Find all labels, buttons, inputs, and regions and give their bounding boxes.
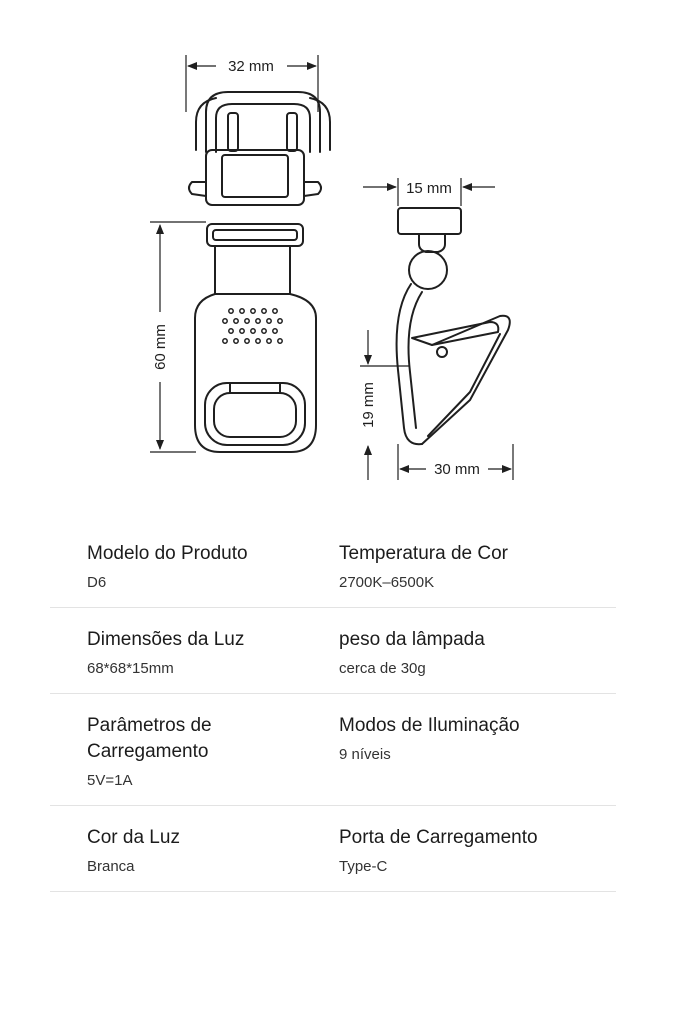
dim-side-width: 15 mm [406, 180, 452, 197]
spec-table [50, 522, 616, 892]
speaker-hole [278, 319, 282, 323]
spec-label: peso da lâmpada [339, 629, 485, 650]
spec-value: Branca [87, 858, 135, 875]
speaker-hole [251, 329, 255, 333]
speaker-hole [267, 339, 271, 343]
dim-top-width: 32 mm [228, 58, 274, 75]
speaker-hole [256, 319, 260, 323]
spec-value: 5V=1A [87, 772, 133, 789]
spec-label: Cor da Luz [87, 827, 180, 848]
spec-color-temperature [339, 522, 616, 607]
spec-value: cerca de 30g [339, 660, 426, 677]
speaker-hole [262, 309, 266, 313]
speaker-hole [234, 319, 238, 323]
spec-weight [339, 608, 616, 693]
spec-value: 9 níveis [339, 746, 391, 763]
speaker-hole [223, 339, 227, 343]
speaker-grille [223, 309, 282, 343]
speaker-hole [229, 329, 233, 333]
spec-row [50, 522, 616, 608]
spec-value: 68*68*15mm [87, 660, 174, 677]
speaker-hole [273, 329, 277, 333]
spec-light-color [50, 806, 339, 891]
spec-charging-port [339, 806, 616, 891]
speaker-hole [229, 309, 233, 313]
front-view-body [195, 224, 316, 452]
speaker-hole [223, 319, 227, 323]
spec-dimensions [50, 608, 339, 693]
spec-value: D6 [87, 574, 107, 591]
dim-height: 60 mm [152, 324, 169, 370]
spec-label: Modelo do Produto [87, 543, 248, 564]
spec-lighting-modes [339, 694, 616, 805]
speaker-hole [234, 339, 238, 343]
spec-label: Temperatura de Cor [339, 543, 508, 564]
spec-value: 2700K–6500K [339, 574, 435, 591]
spec-row [50, 806, 616, 892]
dim-clip-height: 19 mm [360, 382, 377, 428]
dim-clip-depth: 30 mm [434, 461, 480, 478]
side-view-clip [397, 208, 510, 444]
spec-label: Porta de Carregamento [339, 827, 538, 848]
speaker-hole [245, 339, 249, 343]
speaker-hole [267, 319, 271, 323]
spec-label: Dimensões da Luz [87, 629, 245, 650]
front-view-clip-top [189, 92, 330, 205]
speaker-hole [245, 319, 249, 323]
speaker-hole [256, 339, 260, 343]
spec-model [50, 522, 339, 607]
speaker-hole [278, 339, 282, 343]
speaker-hole [262, 329, 266, 333]
speaker-hole [240, 309, 244, 313]
spec-label: Parâmetros de Carregamento [87, 715, 212, 762]
spec-row [50, 694, 616, 806]
spec-charging [50, 694, 339, 805]
speaker-hole [273, 309, 277, 313]
speaker-hole [251, 309, 255, 313]
spec-value: Type-C [339, 858, 388, 875]
spec-label: Modos de Iluminação [339, 715, 520, 736]
spec-row [50, 608, 616, 694]
speaker-hole [240, 329, 244, 333]
product-dimension-diagram [0, 0, 682, 500]
